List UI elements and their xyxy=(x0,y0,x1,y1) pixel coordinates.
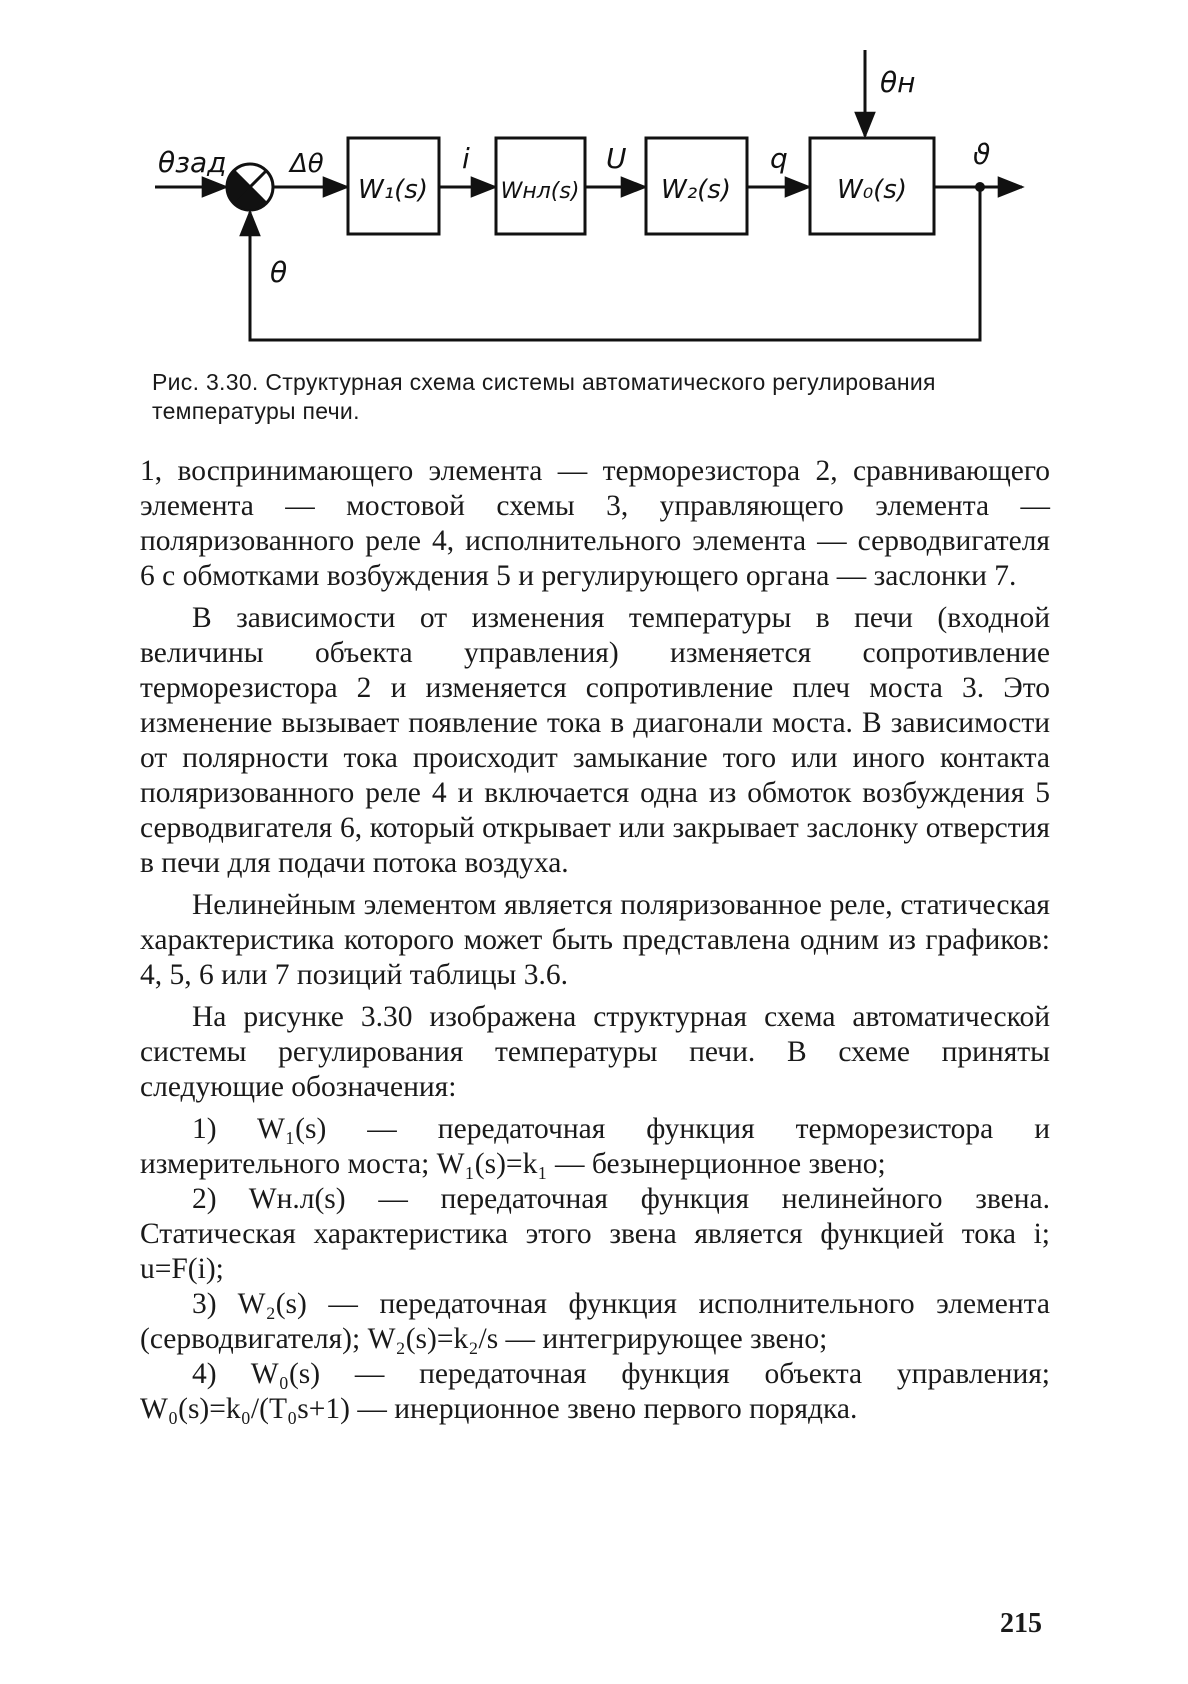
block-w0-label: W₀(s) xyxy=(837,175,907,205)
paragraph: Нелинейным элементом является поляризованное реле, статическая характеристика которого может быть представлена одним из графиков: 4, 5, 6 или 7 позиций таблицы 3.6. xyxy=(140,889,1050,991)
input-label: θзад xyxy=(158,146,227,179)
summing-junction xyxy=(227,164,273,210)
signal-u-label: U xyxy=(606,142,627,175)
list-item: 2) Wн.л(s) — передаточная функция нелинейного звена. Статическая характеристика этого звена является функцией тока i; u=F(i); xyxy=(140,1183,1050,1285)
signal-i-label: i xyxy=(462,142,470,175)
paragraph: В зависимости от изменения температуры в печи (входной величины объекта управления) изменяется сопротивление терморезистора 2 и изменяется сопротивление плеч моста 3. Это изменение вызывает появление тока в диагонали моста. В зависимости от полярности тока происходит замыкание того или иного контакта поляризованного реле 4 и включается одна из обмоток возбуждения 5 серводвигателя 6, который открывает или закрывает заслонку отверстия в печи для подачи потока воздуха. xyxy=(140,602,1050,879)
paragraph: 1, воспринимающего элемента — терморезистора 2, сравнивающего элемента — мостовой схемы 3, управляющего элемента — поляризованного реле 4, исполнительного элемента — серводвигателя 6 с обмотками возбуждения 5 и регулирующего органа — заслонки 7. xyxy=(140,455,1050,592)
feedback-label: θ xyxy=(270,256,288,289)
output-label: ϑ xyxy=(973,138,991,171)
paragraph: На рисунке 3.30 изображена структурная схема автоматической системы регулирования температуры печи. В схеме приняты следующие обозначения: xyxy=(140,1001,1050,1103)
disturbance-label: θн xyxy=(880,66,916,99)
block-diagram xyxy=(0,0,1188,360)
figure-caption: Рис. 3.30. Структурная схема системы автоматического регулирования температуры печи. xyxy=(152,369,936,424)
page-number: 215 xyxy=(1000,1608,1042,1639)
list-item: 3) W₂(s) — передаточная функция исполнительного элемента (серводвигателя); W₂(s)=k₂/s — интегрирующее звено; xyxy=(140,1288,1050,1355)
body-text xyxy=(140,454,1050,1427)
signal-q-label: q xyxy=(770,142,788,175)
block-w2-label: W₂(s) xyxy=(661,175,731,205)
list-item: 1) W₁(s) — передаточная функция терморезистора и измерительного моста; W₁(s)=k₁ — безынерционное звено; xyxy=(140,1113,1050,1180)
block-w1-label: W₁(s) xyxy=(358,175,428,205)
list-item: 4) W₀(s) — передаточная функция объекта управления; W₀(s)=k₀/(T₀s+1) — инерционное звено первого порядка. xyxy=(140,1358,1050,1425)
block-wnl-label: Wнл(s) xyxy=(500,179,580,204)
error-label: Δθ xyxy=(290,149,324,179)
